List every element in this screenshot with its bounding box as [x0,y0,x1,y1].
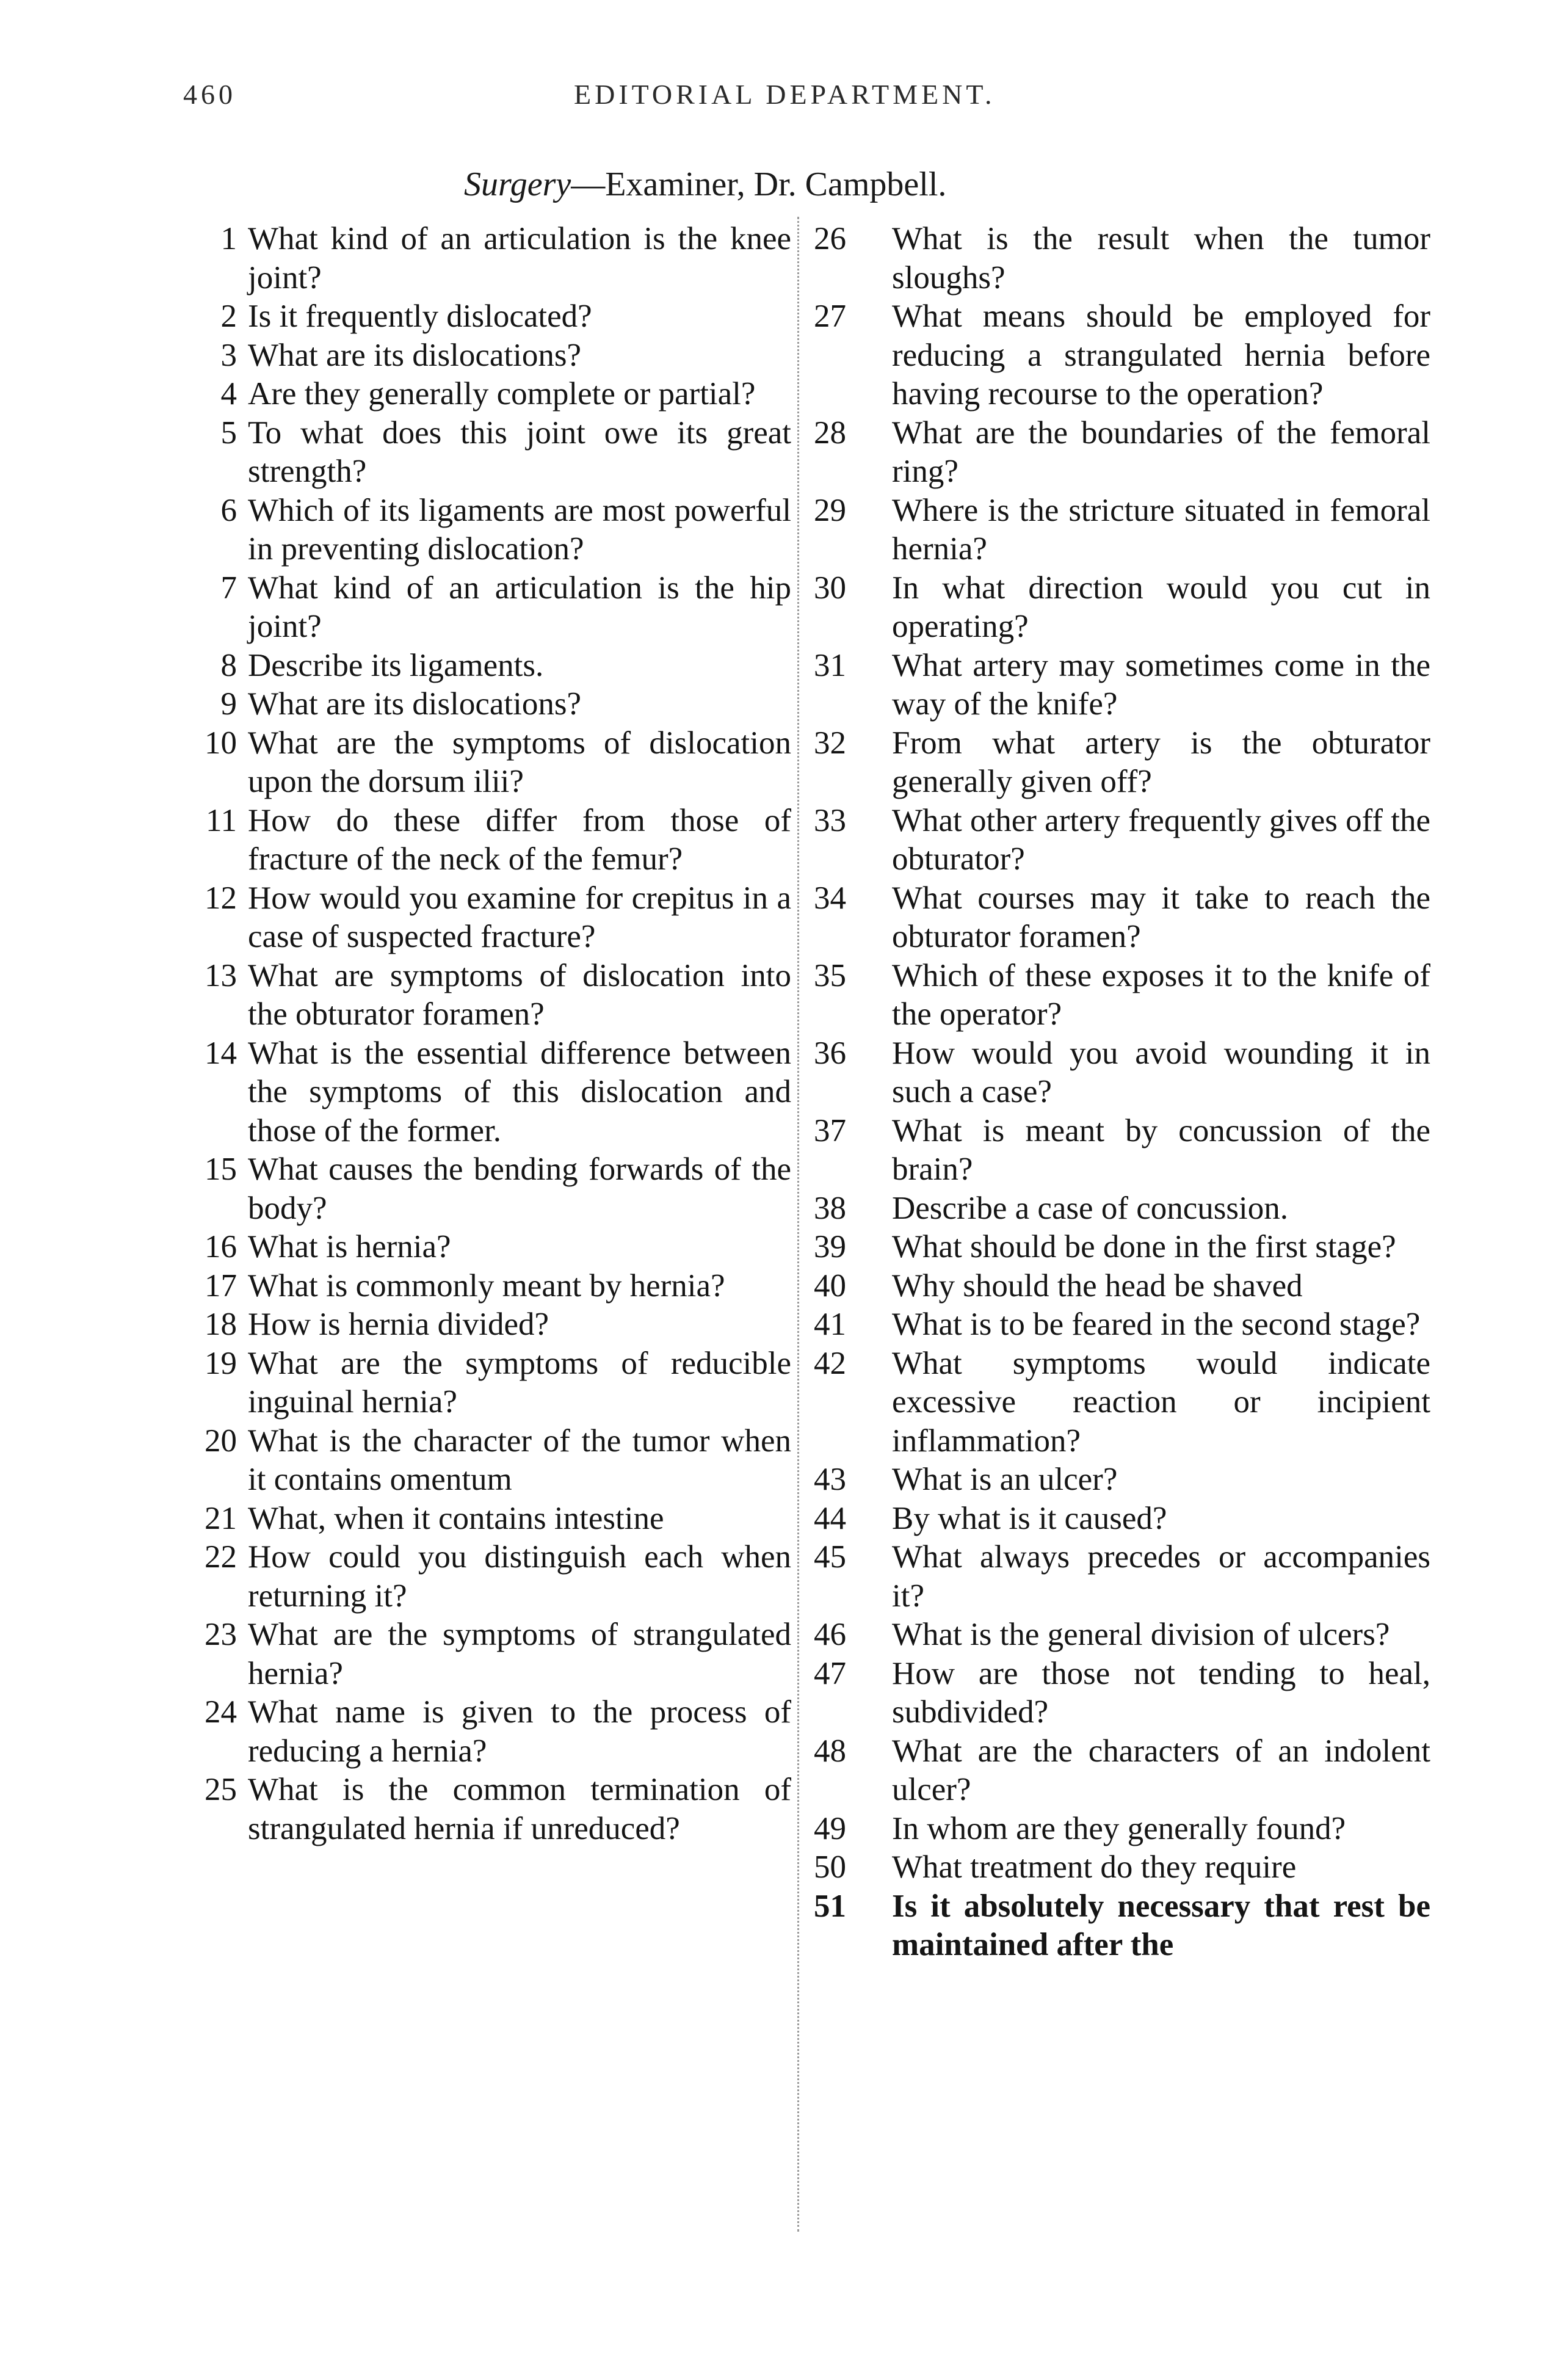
question-text: What are the boundaries of the femoral ring? [892,415,1430,489]
running-head [183,78,1404,115]
question-text: What is an ulcer? [892,1462,1118,1497]
question-item [814,1810,1430,1849]
question-text: Which of these exposes it to the knife of the operator? [892,957,1430,1032]
question-item [181,1228,791,1267]
question-text: How would you examine for crepitus in a case of suspected fracture? [248,880,791,954]
question-text: Is it absolutely necessary that rest be maintained after the [892,1888,1430,1962]
question-number: 42 [814,1345,846,1381]
question-text: In whom are they generally found? [892,1810,1346,1846]
question-number: 16 [205,1229,237,1264]
question-number: 31 [814,647,846,683]
question-item [181,1150,791,1228]
question-text: What is the essential difference between the symptoms of this dislocation and those of the former. [248,1035,791,1148]
question-text: What symptoms would indicate excessive reaction or incipient inflammation? [892,1345,1430,1459]
question-number: 18 [205,1307,237,1342]
question-item [814,414,1430,492]
question-text: What causes the bending forwards of the body? [248,1152,791,1226]
question-item [181,492,791,569]
question-number: 30 [814,570,846,606]
question-item [814,1112,1430,1189]
question-number: 29 [814,492,846,528]
question-number: 20 [205,1423,237,1459]
question-item [181,297,791,336]
question-number: 41 [814,1307,846,1342]
question-number: 51 [814,1888,846,1924]
question-text: How could you distinguish each when returning it? [248,1539,791,1614]
question-item [814,724,1430,802]
question-number: 15 [205,1152,237,1187]
question-text: What are the symptoms of dislocation upon the dorsum ilii? [248,725,791,799]
question-text: From what artery is the obturator generally given off? [892,725,1430,799]
question-number: 1 [220,221,237,256]
question-number: 3 [220,337,237,373]
question-item [181,1771,791,1848]
question-text: What is the character of the tumor when it contains omentum [248,1423,791,1497]
question-item [814,492,1430,569]
question-number: 13 [205,957,237,993]
question-item [181,957,791,1034]
question-item [814,1305,1430,1344]
question-text: What other artery frequently gives off the obturator? [892,802,1431,877]
question-text: Describe a case of concussion. [892,1190,1288,1226]
question-item [181,220,791,297]
section-examiner: —Examiner, Dr. Campbell. [571,165,947,203]
question-text: What is commonly meant by hernia? [248,1268,725,1304]
question-text: What, when it contains intestine [248,1500,664,1536]
question-number: 49 [814,1810,846,1846]
question-item [181,647,791,686]
question-text: What kind of an articulation is the knee joint? [248,221,791,296]
question-text: What are the characters of an indolent ulcer? [892,1733,1430,1807]
question-number: 21 [205,1500,237,1536]
page-number: 460 [183,79,236,110]
question-text: Why should the head be shaved [892,1268,1303,1304]
left-question-column [181,220,791,1848]
question-number: 7 [220,570,237,606]
question-item [181,685,791,724]
question-item [814,297,1430,414]
question-text: What courses may it take to reach the obturator foramen? [892,880,1430,954]
question-text: How would you avoid wounding it in such a case? [892,1035,1430,1109]
question-number: 27 [814,299,846,334]
question-text: What is hernia? [248,1229,451,1264]
question-number: 6 [220,492,237,528]
question-item [181,1693,791,1771]
question-number: 11 [205,802,237,838]
question-text: What should be done in the first stage? [892,1229,1396,1264]
question-number: 46 [814,1617,846,1652]
question-number: 37 [814,1112,846,1148]
question-text: What is the result when the tumor sloughs? [892,221,1430,296]
question-number: 45 [814,1539,846,1575]
question-number: 32 [814,725,846,761]
section-title [464,165,1258,204]
question-text: In what direction would you cut in operating? [892,570,1430,644]
question-text: By what is it caused? [892,1500,1167,1536]
question-text: What always precedes or accompanies it? [892,1539,1430,1614]
question-text: Describe its ligaments. [248,647,544,683]
question-text: What is meant by concussion of the brain? [892,1112,1430,1187]
question-item [181,724,791,802]
question-number: 23 [205,1617,237,1652]
question-item [814,1228,1430,1267]
question-text: What is to be feared in the second stage? [892,1307,1421,1342]
question-item [814,1460,1430,1500]
question-text: What are its dislocations? [248,686,582,722]
question-text: How do these differ from those of fracture of the neck of the femur? [248,802,791,877]
question-item [814,1267,1430,1306]
question-text: What are its dislocations? [248,337,582,373]
question-number: 28 [814,415,846,451]
question-item [814,1034,1430,1112]
question-item [814,1500,1430,1539]
question-item [181,1500,791,1539]
question-text: How are those not tending to heal, subdivided? [892,1655,1430,1730]
question-number: 4 [220,376,237,412]
question-number: 8 [220,647,237,683]
question-number: 38 [814,1190,846,1226]
question-text: What name is given to the process of reducing a hernia? [248,1694,791,1769]
question-number: 39 [814,1229,846,1264]
question-text: What are the symptoms of reducible inguinal hernia? [248,1345,791,1420]
question-item [181,802,791,879]
question-number: 10 [205,725,237,761]
question-item [814,1887,1430,1965]
question-item [814,569,1430,647]
question-text: What kind of an articulation is the hip joint? [248,570,791,644]
question-number: 43 [814,1462,846,1497]
question-number: 33 [814,802,846,838]
question-item [814,647,1430,724]
question-item [181,569,791,647]
question-text: How is hernia divided? [248,1307,549,1342]
question-item [814,802,1430,879]
question-number: 14 [205,1035,237,1071]
column-divider [797,217,799,2232]
question-item [181,1422,791,1500]
question-item [181,1616,791,1693]
question-item [814,1616,1430,1655]
question-number: 24 [205,1694,237,1730]
question-text: What are the symptoms of strangulated hernia? [248,1617,791,1691]
question-text: Is it frequently dislocated? [248,299,592,334]
question-text: What treatment do they require [892,1849,1297,1885]
question-item [814,1732,1430,1810]
question-item [181,1267,791,1306]
running-title: EDITORIAL DEPARTMENT. [574,79,996,110]
question-number: 50 [814,1849,846,1885]
question-number: 9 [220,686,237,722]
section-subject: Surgery [464,165,571,203]
right-question-column [814,220,1430,1965]
question-number: 44 [814,1500,846,1536]
question-number: 5 [220,415,237,451]
question-item [814,879,1430,957]
question-item [181,336,791,376]
question-number: 36 [814,1035,846,1071]
question-item [181,1344,791,1422]
question-number: 35 [814,957,846,993]
question-item [814,957,1430,1034]
question-text: Are they generally complete or partial? [248,376,756,412]
question-item [814,1344,1430,1461]
question-item [181,1305,791,1344]
question-text: Which of its ligaments are most powerful in preventing dislocation? [248,492,791,567]
question-number: 48 [814,1733,846,1769]
question-text: To what does this joint owe its great strength? [248,415,791,489]
question-number: 2 [220,299,237,334]
question-item [814,220,1430,297]
question-text: What means should be employed for reducing a strangulated hernia before having recourse to the operation? [892,299,1430,412]
question-text: Where is the stricture situated in femoral hernia? [892,492,1430,567]
question-item [181,375,791,414]
question-text: What is the general division of ulcers? [892,1617,1390,1652]
question-item [181,414,791,492]
question-number: 25 [205,1772,237,1807]
question-text: What is the common termination of strangulated hernia if unreduced? [248,1772,791,1846]
question-item [814,1848,1430,1887]
question-number: 19 [205,1345,237,1381]
question-item [181,879,791,957]
question-text: What are symptoms of dislocation into the obturator foramen? [248,957,791,1032]
question-number: 34 [814,880,846,916]
question-item [814,1189,1430,1228]
question-number: 40 [814,1268,846,1304]
question-number: 17 [205,1268,237,1304]
question-item [814,1655,1430,1732]
question-text: What artery may sometimes come in the way of the knife? [892,647,1430,722]
question-number: 22 [205,1539,237,1575]
question-item [181,1034,791,1151]
question-number: 26 [814,221,846,256]
question-item [181,1538,791,1616]
question-item [814,1538,1430,1616]
question-number: 47 [814,1655,846,1691]
question-number: 12 [205,880,237,916]
